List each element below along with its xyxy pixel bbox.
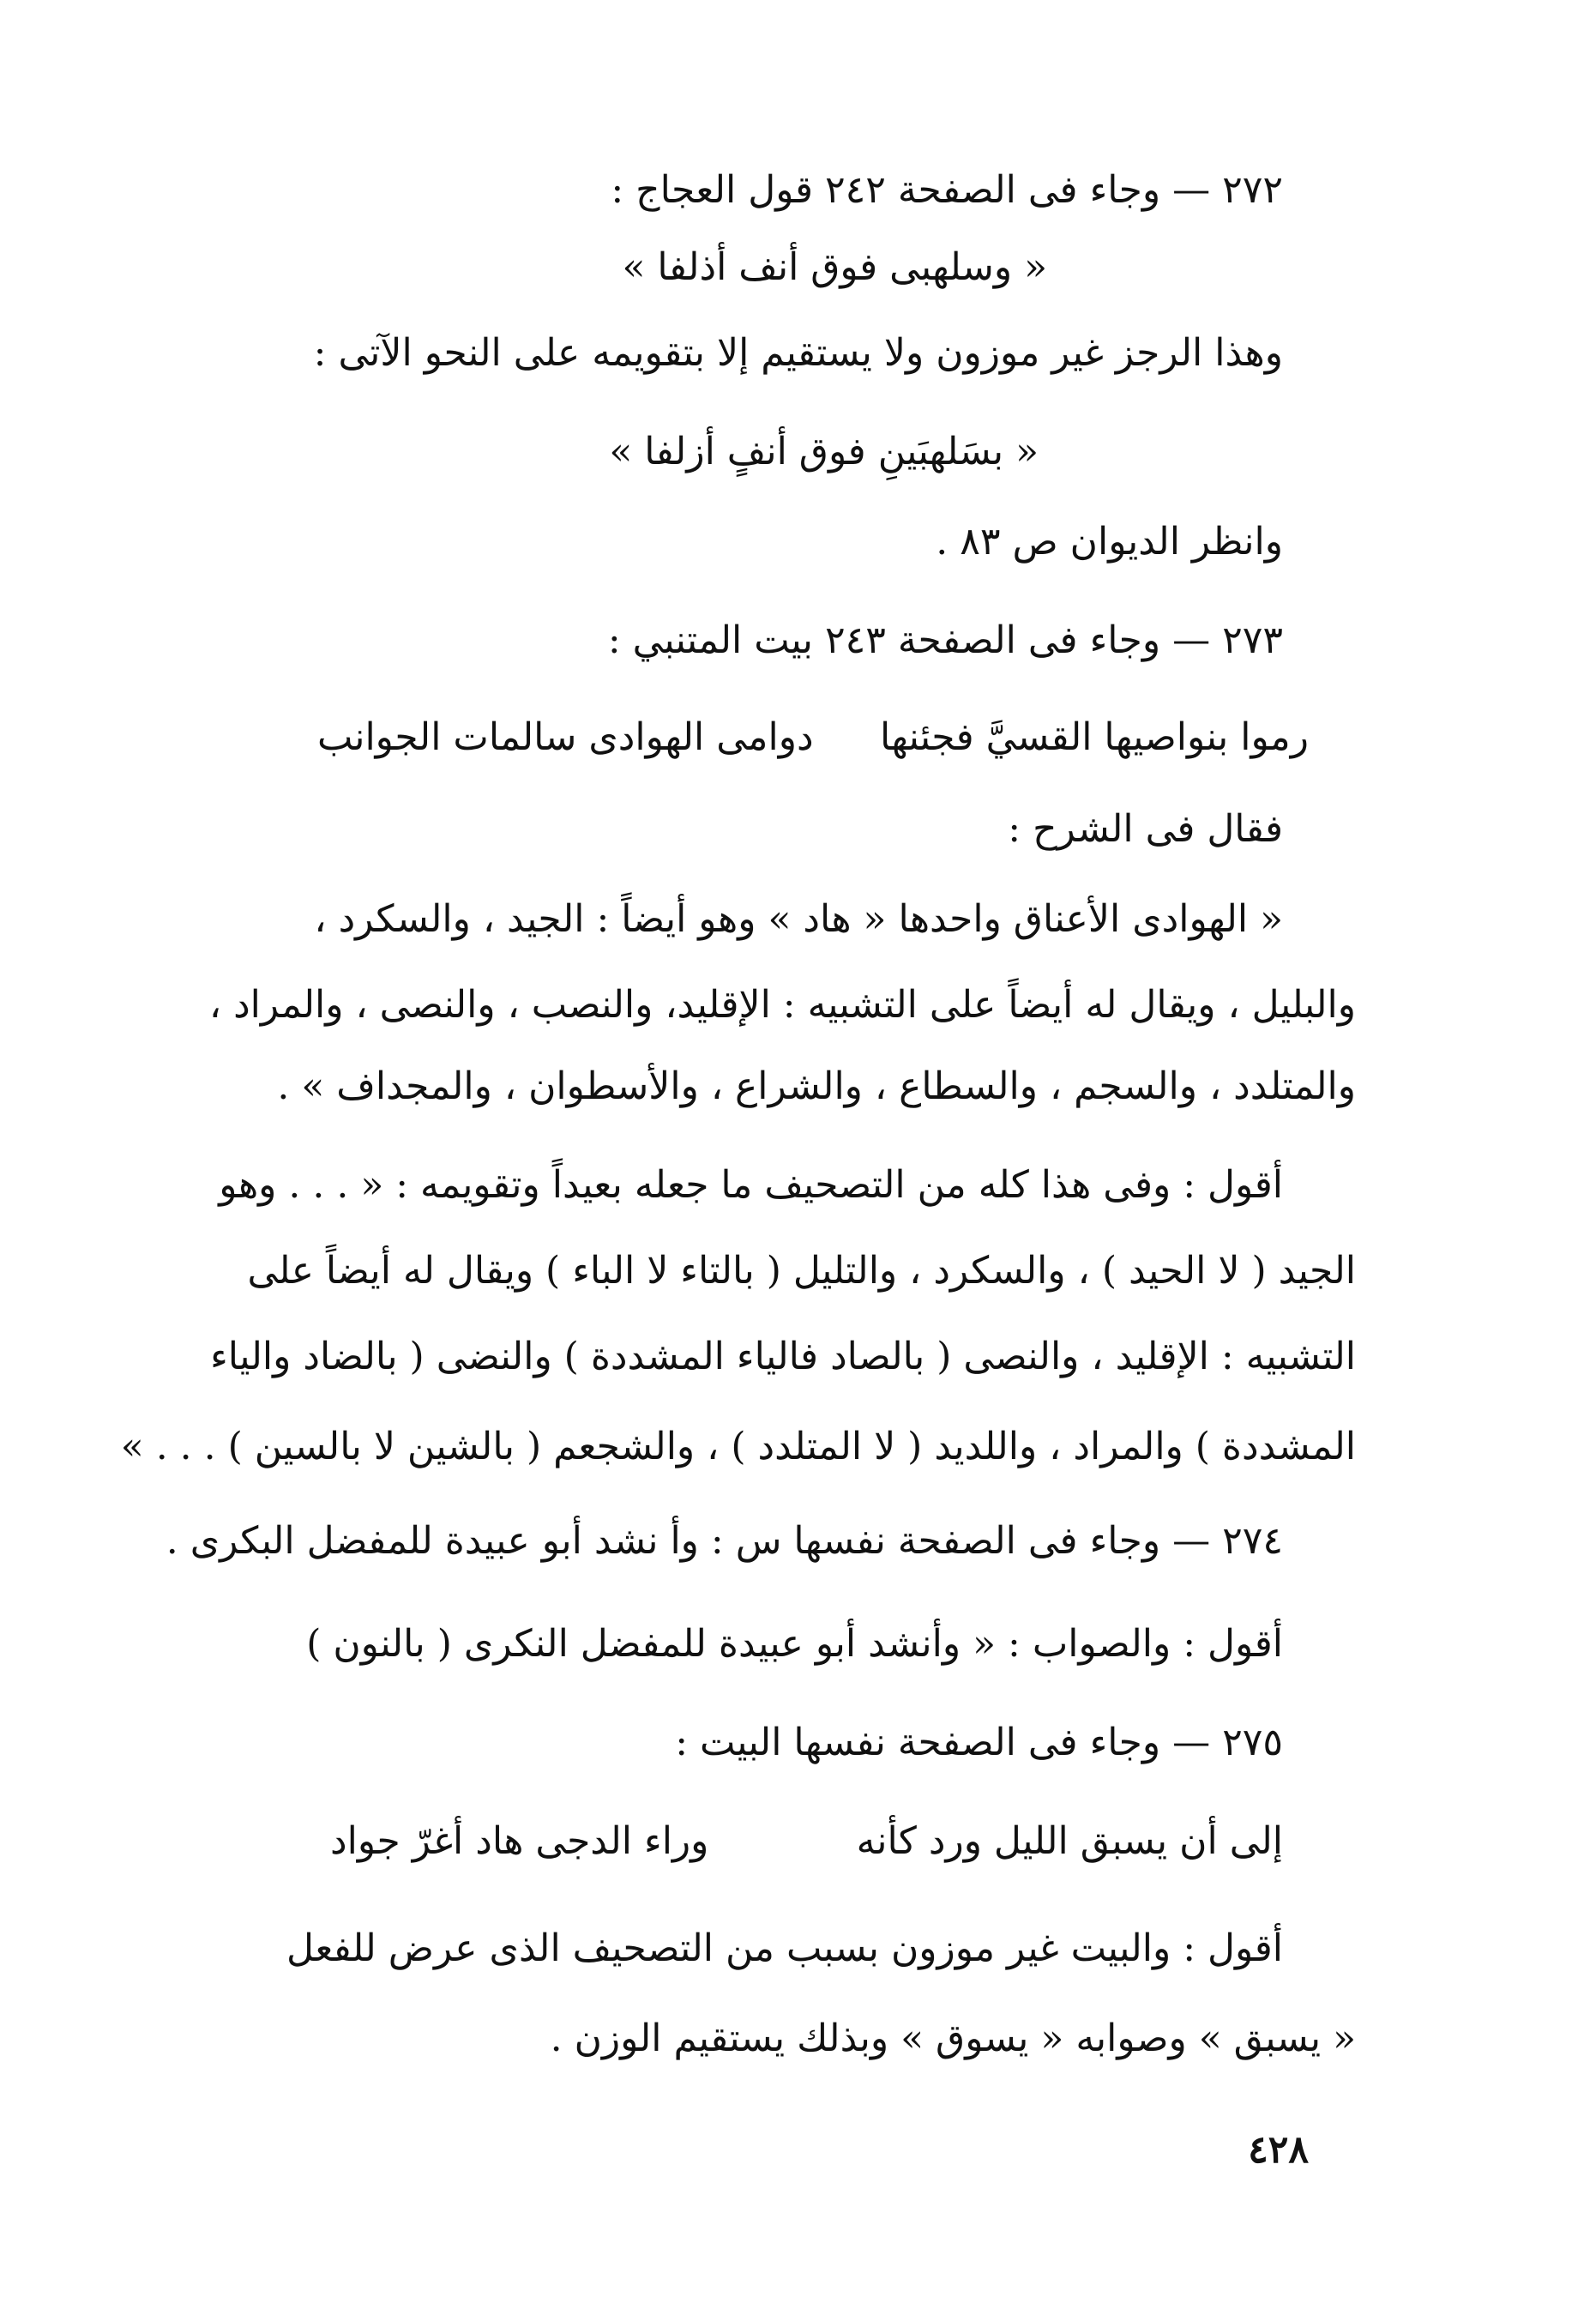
body-text-line: الجيد ( لا الحيد ) ، والسكرد ، والتليل ( بالتاء لا الباء ) ويقال له أيضاً على xyxy=(247,1249,1356,1293)
quoted-verse-corrected: « بسَلهبَينِ فوق أنفٍ أزلفا » xyxy=(609,430,1039,473)
entry-272-heading: ٢٧٢ — وجاء فى الصفحة ٢٤٢ قول العجاج : xyxy=(611,168,1283,212)
body-text-line: أقول : والصواب : « وأنشد أبو عبيدة للمفضل النكرى ( بالنون ) xyxy=(306,1622,1283,1666)
verse-hemistich-first: إلى أن يسبق الليل ورد كأنه xyxy=(856,1819,1283,1863)
quoted-commentary-line: « الهوادى الأعناق واحدها « هاد » وهو أيضاً : الجيد ، والسكرد ، xyxy=(314,897,1283,941)
body-text-line: المشددة ) والمراد ، واللديد ( لا المتلدد ) ، والشجعم ( بالشين لا بالسين ) . . . » xyxy=(120,1425,1356,1468)
verse-hemistich-second: وراء الدجى هاد أغرّ جواد xyxy=(330,1819,709,1863)
body-text-line: التشبيه : الإقليد ، والنصى ( بالصاد فالياء المشددة ) والنضى ( بالضاد والياء xyxy=(210,1335,1356,1378)
entry-275-heading: ٢٧٥ — وجاء فى الصفحة نفسها البيت : xyxy=(675,1721,1283,1764)
quoted-verse-original: « وسلهبى فوق أنف أذلفا » xyxy=(622,245,1047,289)
entry-274-heading: ٢٧٤ — وجاء فى الصفحة نفسها س : وأ نشد أبو عبيدة للمفضل البكرى . xyxy=(166,1519,1283,1563)
verse-hemistich-first: رموا بنواصيها القسيَّ فجئنها xyxy=(879,715,1309,759)
entry-273-heading: ٢٧٣ — وجاء فى الصفحة ٢٤٣ بيت المتنبي : xyxy=(607,618,1283,662)
body-text-line: أقول : وفى هذا كله من التصحيف ما جعله بعيداً وتقويمه : « . . . وهو xyxy=(219,1163,1283,1207)
body-text-line: وانظر الديوان ص ٨٣ . xyxy=(936,520,1283,564)
page-number: ٤٢٨ xyxy=(1248,2128,1309,2172)
body-text-line: « يسبق » وصوابه « يسوق » وبذلك يستقيم الوزن . xyxy=(550,2017,1356,2060)
quoted-commentary-line: والمتلدد ، والسجم ، والسطاع ، والشراع ، والأسطوان ، والمجداف » . xyxy=(277,1064,1356,1108)
body-text-line: فقال فى الشرح : xyxy=(1008,807,1283,851)
quoted-commentary-line: والبليل ، ويقال له أيضاً على التشبيه : الإقليد، والنصب ، والنصى ، والمراد ، xyxy=(208,983,1356,1027)
verse-hemistich-second: دوامى الهوادى سالمات الجوانب xyxy=(317,715,814,759)
body-text-line: وهذا الرجز غير موزون ولا يستقيم إلا بتقويمه على النحو الآتى : xyxy=(313,331,1283,375)
body-text-line: أقول : والبيت غير موزون بسبب من التصحيف الذى عرض للفعل xyxy=(286,1926,1283,1970)
